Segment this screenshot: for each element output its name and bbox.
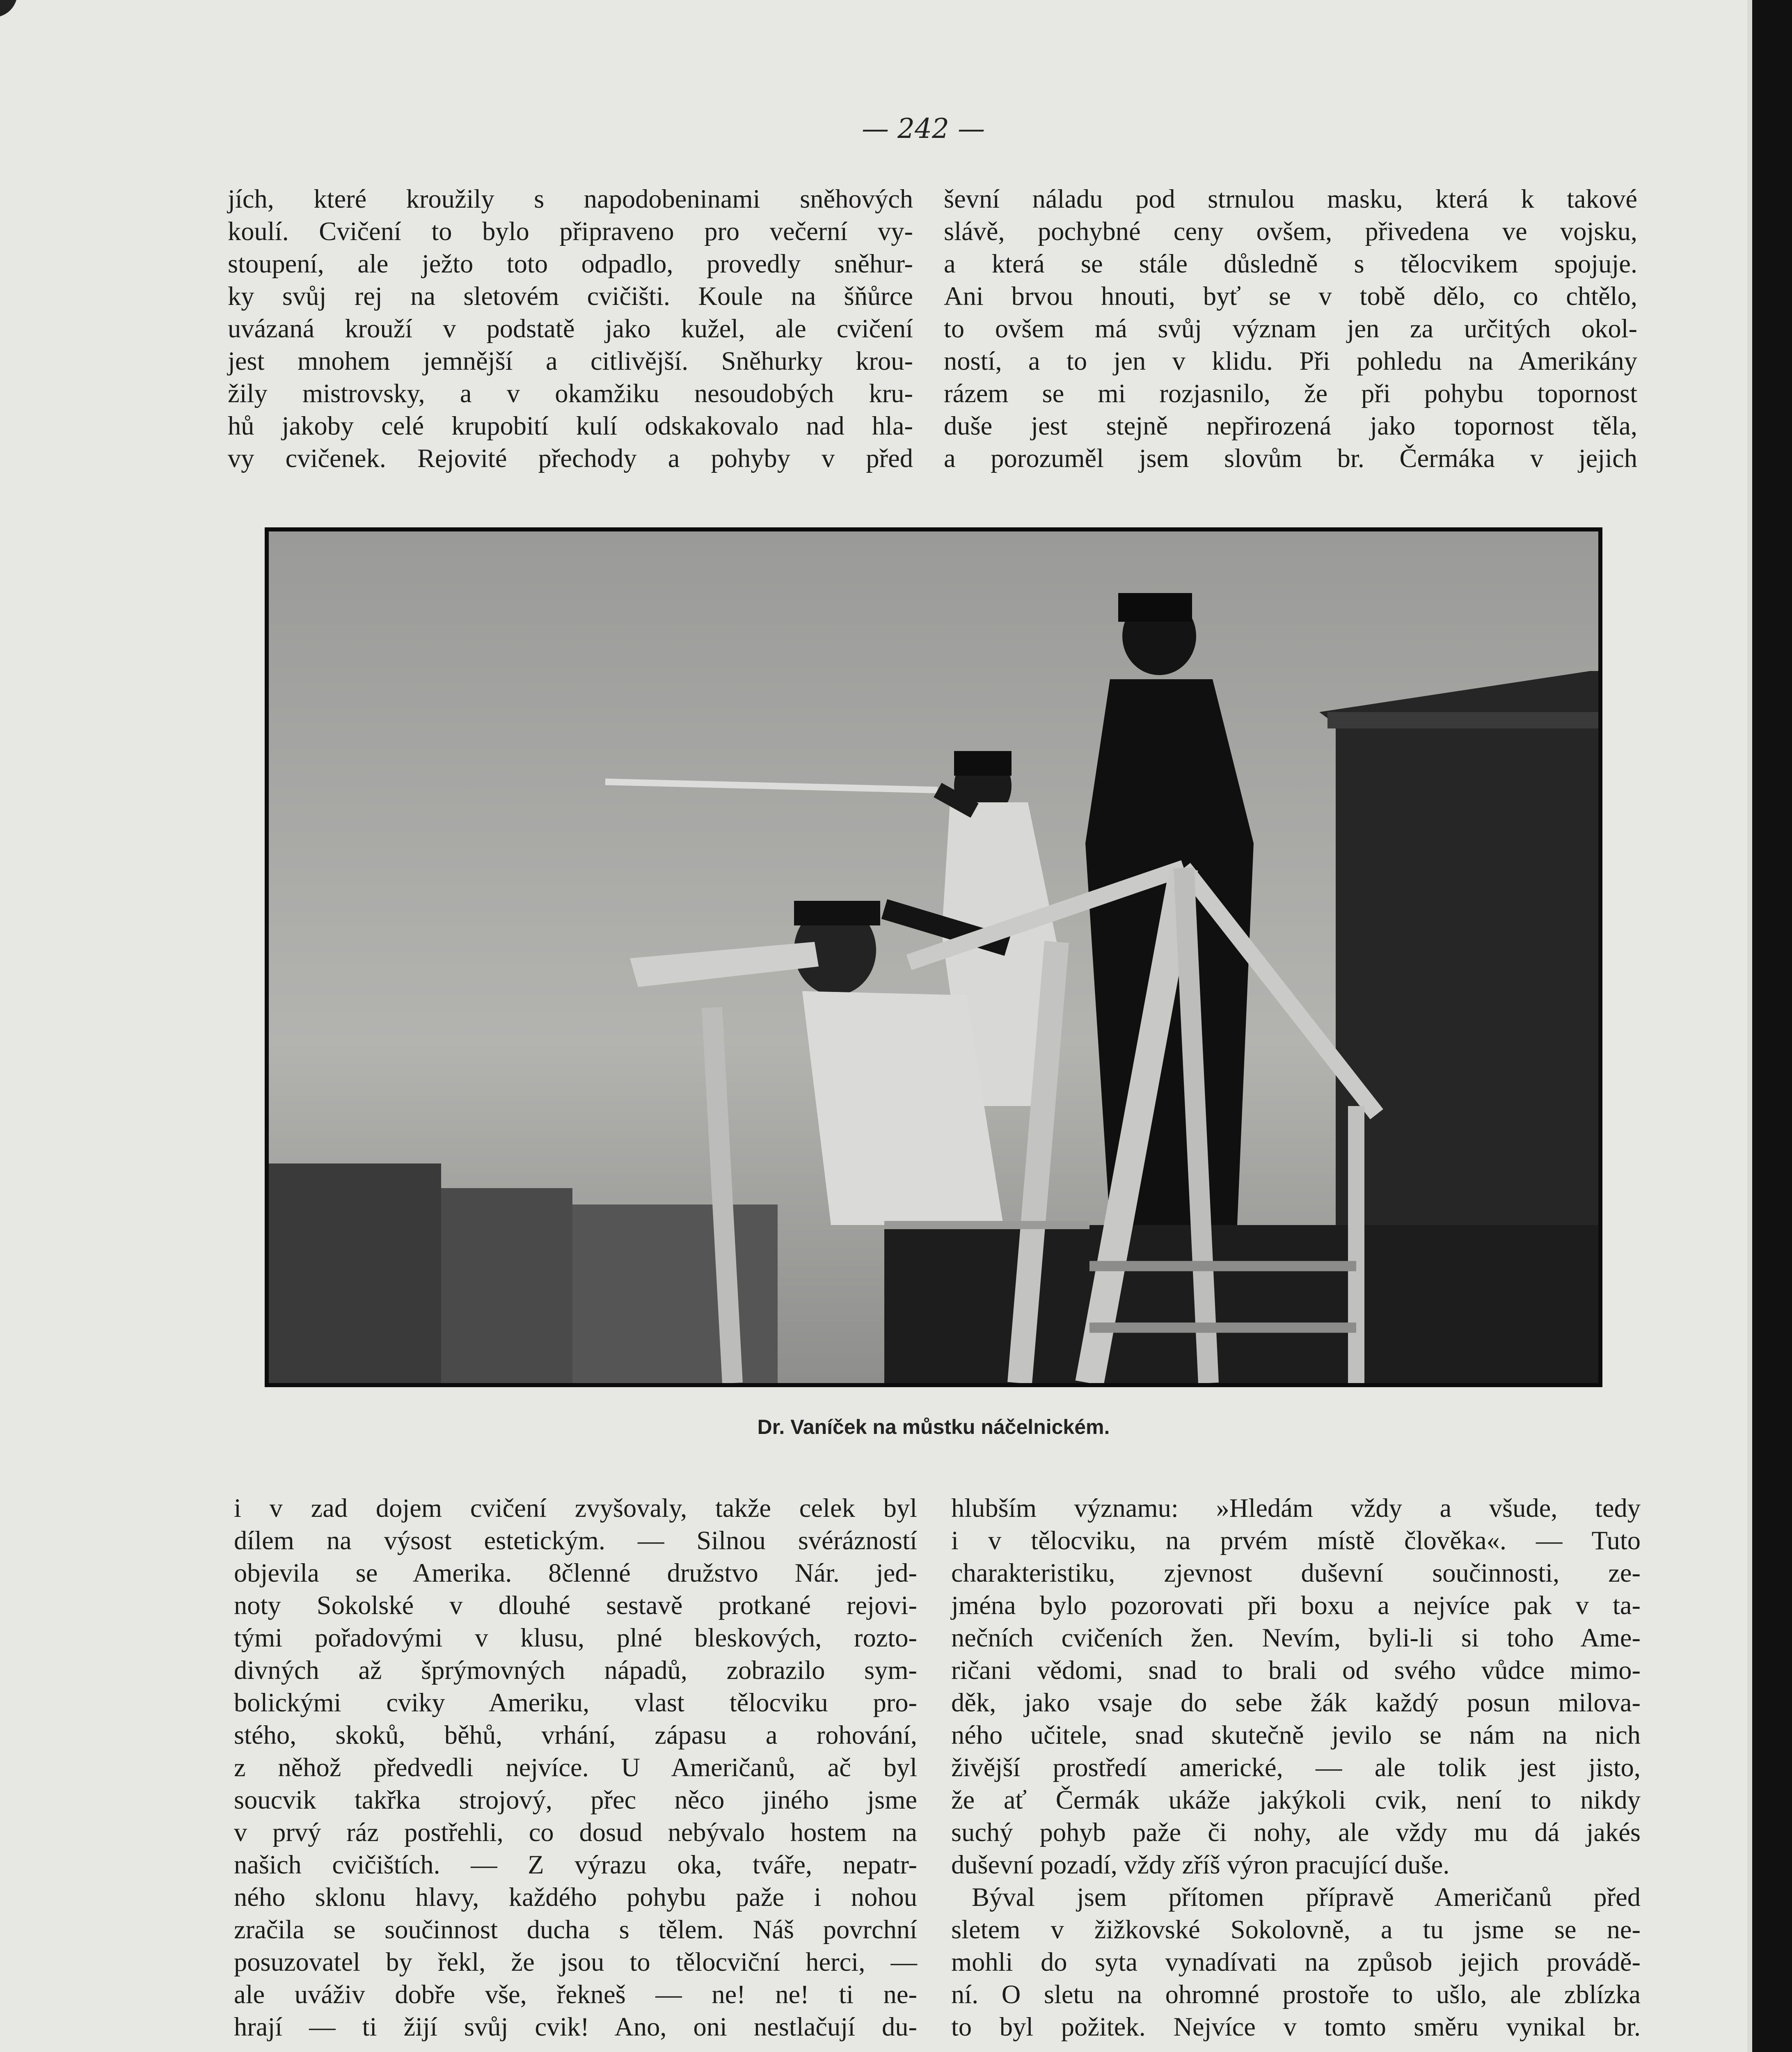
text-line: a porozuměl jsem slovům br. Čermáka v jejich xyxy=(944,444,1637,473)
text-line: rázem se mi rozjasnilo, že při pohybu topornost xyxy=(944,379,1637,408)
text-line: stého, skoků, běhů, vrhání, zápasu a rohování, xyxy=(234,1720,917,1750)
text-line: suchý pohyb paže či nohy, ale vždy mu dá jakés xyxy=(951,1818,1641,1847)
column-bottom-left xyxy=(234,1492,917,2043)
text-line: tými pořadovými v klusu, plné bleskových, rozto- xyxy=(234,1623,917,1652)
text-line: ričani vědomi, snad to brali od svého vůdce mimo- xyxy=(951,1656,1641,1685)
text-line: duševní pozadí, vždy zříš výron pracující duše. xyxy=(951,1850,1450,1879)
page-edge-strip xyxy=(1747,0,1752,2052)
text-line: nečních cvičeních žen. Nevím, byli-li si toho Ame- xyxy=(951,1623,1641,1652)
text-line: hlubším významu: »Hledám vždy a všude, tedy xyxy=(951,1493,1641,1523)
text-line: živější prostředí americké, — ale tolik jest jisto, xyxy=(951,1753,1641,1782)
text-line: slávě, pochybné ceny ovšem, přivedena ve vojsku, xyxy=(944,217,1637,246)
text-line: žily mistrovsky, a v okamžiku nesoudobých kru- xyxy=(228,379,913,408)
page-number: — 242 — xyxy=(862,113,985,144)
corner-scan-mark xyxy=(0,0,33,25)
text-line: Ani brvou hnouti, byť se v tobě dělo, co chtělo, xyxy=(944,282,1637,311)
photo-caption: Dr. Vaníček na můstku náčelnickém. xyxy=(757,1415,1110,1438)
text-line: jích, které kroužily s napodobeninami sněhových xyxy=(228,184,913,213)
text-line: soucvik takřka strojový, přec něco jiného jsme xyxy=(234,1785,917,1814)
text-line: i v zad dojem cvičení zvyšovaly, takže celek byl xyxy=(234,1493,917,1523)
text-line: z něhož předvedli nejvíce. U Američanů, ač byl xyxy=(234,1753,917,1782)
text-line: že ať Čermák ukáže jakýkoli cvik, není to nikdy xyxy=(951,1785,1641,1814)
column-top-right xyxy=(944,183,1637,474)
text-line: stoupení, ale ježto toto odpadlo, provedly sněhur- xyxy=(228,249,913,278)
text-line: zračila se součinnost ducha s tělem. Náš povrchní xyxy=(234,1915,917,1944)
text-line: duše jest stejně nepřirozená jako topornost těla, xyxy=(944,411,1637,440)
photograph-scene xyxy=(269,531,1598,1383)
text-line: koulí. Cvičení to bylo připraveno pro večerní vy- xyxy=(228,217,913,246)
text-line: Býval jsem přítomen přípravě Američanů před xyxy=(972,1883,1641,1912)
text-line: hrají — ti žijí svůj cvik! Ano, oni nestlačují du- xyxy=(234,2012,917,2041)
column-bottom-right xyxy=(951,1492,1641,2043)
text-line: ky svůj rej na sletovém cvičišti. Koule na šňůrce xyxy=(228,282,913,311)
text-line: jména bylo pozorovati při boxu a nejvíce pak v ta- xyxy=(951,1591,1641,1620)
text-line: a která se stále důsledně s tělocvikem spojuje. xyxy=(944,249,1637,278)
text-line: vy cvičenek. Rejovité přechody a pohyby v před xyxy=(228,444,913,473)
text-line: ného sklonu hlavy, každého pohybu paže i nohou xyxy=(234,1883,917,1912)
text-line: hů jakoby celé krupobití kulí odskakovalo nad hla- xyxy=(228,411,913,440)
text-line: bolickými cviky Ameriku, vlast tělocviku pro- xyxy=(234,1688,917,1717)
text-line: to ovšem má svůj význam jen za určitých okol- xyxy=(944,314,1637,343)
column-top-left xyxy=(228,183,913,474)
text-line: ševní náladu pod strnulou masku, která k takové xyxy=(944,184,1637,213)
text-line: ného učitele, snad skutečně jevilo se nám na nich xyxy=(951,1720,1641,1750)
text-line: ale uváživ dobře vše, řekneš — ne! ne! ti ne- xyxy=(234,1980,917,2009)
text-line: sletem v žižkovské Sokolovně, a tu jsme se ne- xyxy=(951,1915,1641,1944)
text-line: noty Sokolské v dlouhé sestavě protkané rejovi- xyxy=(234,1591,917,1620)
text-line: v prvý ráz postřehli, co dosud nebývalo hostem na xyxy=(234,1818,917,1847)
text-line: uvázaná krouží v podstatě jako kužel, ale cvičení xyxy=(228,314,913,343)
text-line: mohli do syta vynadívati na způsob jejich provádě- xyxy=(951,1947,1641,1976)
text-line: posuzovatel by řekl, že jsou to tělocviční herci, — xyxy=(234,1947,917,1976)
text-line: objevila se Amerika. 8členné družstvo Nár. jed- xyxy=(234,1558,917,1587)
text-line: ností, a to jen v klidu. Při pohledu na Amerikány xyxy=(944,346,1637,376)
text-line: charakteristiku, zjevnost duševní součinnosti, ze- xyxy=(951,1558,1641,1587)
text-line: dílem na výsost estetickým. — Silnou svérázností xyxy=(234,1526,917,1555)
text-line: divných až šprýmovných nápadů, zobrazilo sym- xyxy=(234,1656,917,1685)
text-line: to byl požitek. Nejvíce v tomto směru vynikal br. xyxy=(951,2012,1641,2041)
text-line: děk, jako vsaje do sebe žák každý posun milova- xyxy=(951,1688,1641,1717)
text-line: i v tělocviku, na prvém místě člověka«. — Tuto xyxy=(951,1526,1641,1555)
text-line: našich cvičištích. — Z výrazu oka, tváře, nepatr- xyxy=(234,1850,917,1879)
text-line: ní. O sletu na ohromné prostoře to ušlo, ale zblízka xyxy=(951,1980,1641,2009)
photograph xyxy=(265,527,1602,1387)
text-line: jest mnohem jemnější a citlivější. Sněhurky krou- xyxy=(228,346,913,376)
scan-border xyxy=(1752,0,1792,2052)
